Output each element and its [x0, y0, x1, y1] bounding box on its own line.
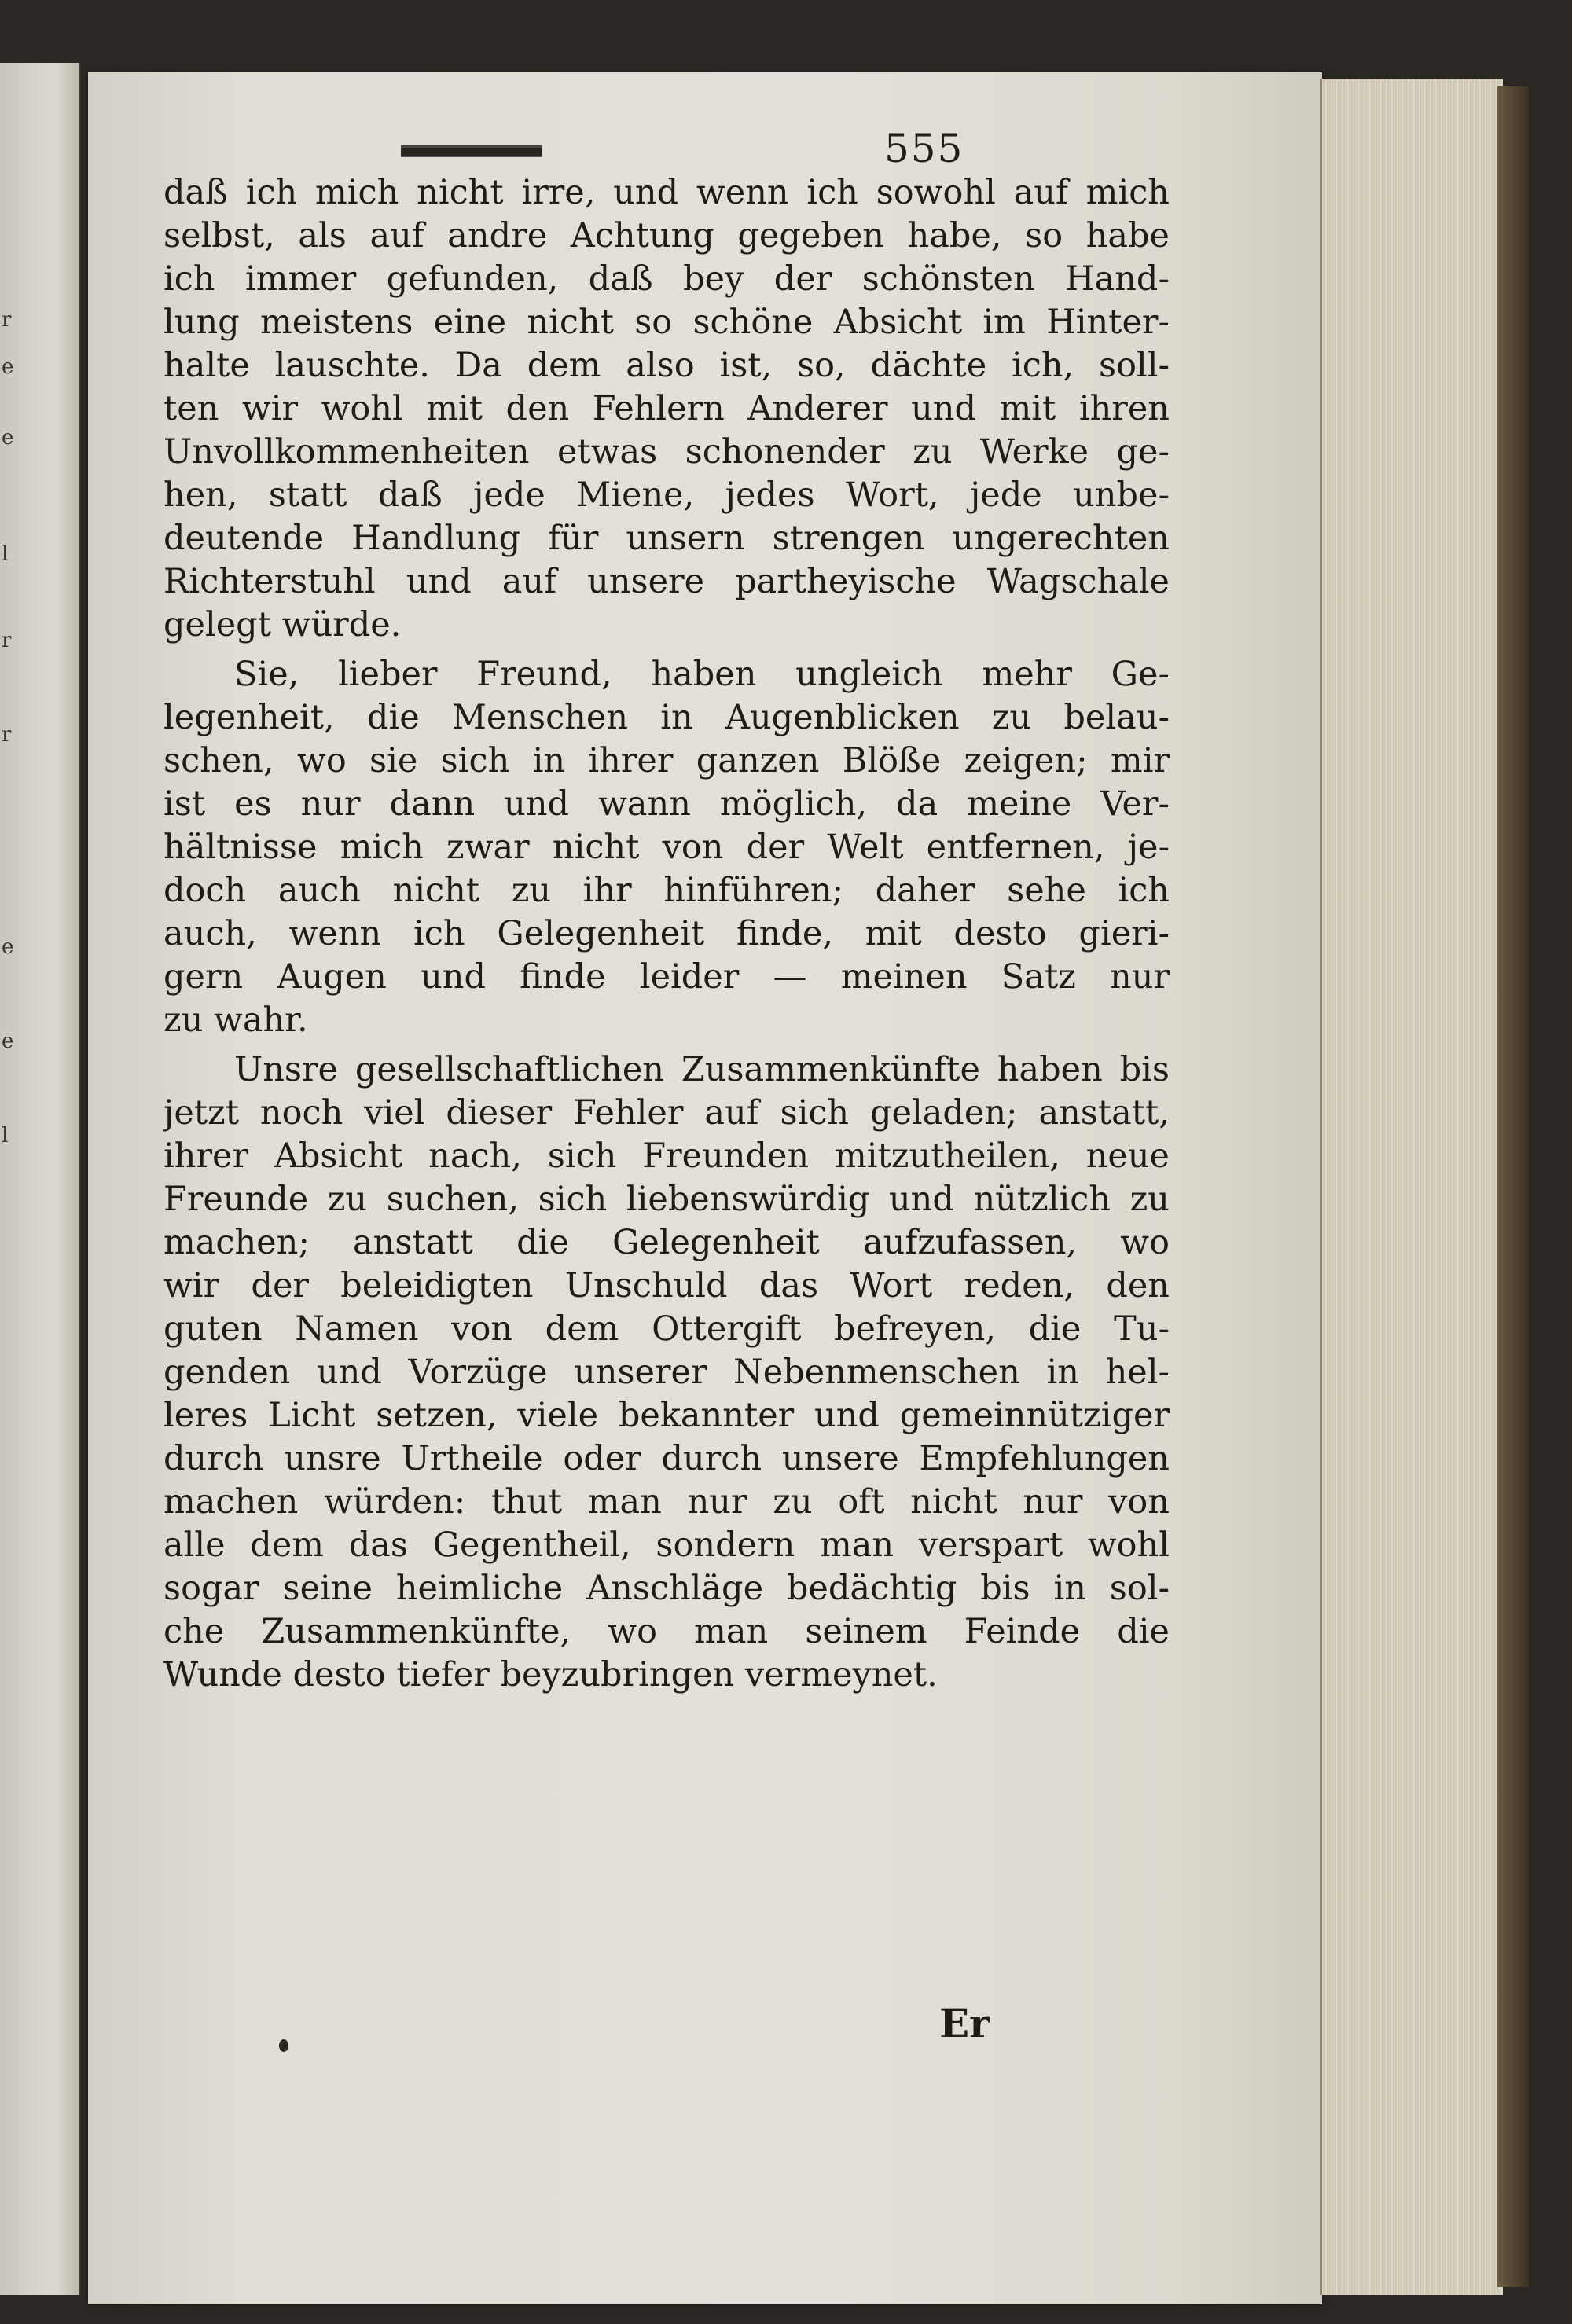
text-line: selbst, als auf andre Achtung gegeben habe, so habe: [163, 216, 1170, 255]
text-line: guten Namen von dem Ottergift befreyen, die Tu-: [163, 1309, 1170, 1349]
ink-spot: [279, 2039, 288, 2052]
text-line: legenheit, die Menschen in Augenblicken zu belau-: [163, 698, 1170, 737]
text-line: Unsre gesellschaftlichen Zusammenkünfte haben bis: [234, 1050, 1170, 1089]
page-number: 555: [884, 126, 964, 171]
text-line: sogar seine heimliche Anschläge bedächtig bis in sol-: [163, 1569, 1170, 1608]
edge-letter: e: [2, 935, 14, 959]
text-line: machen; anstatt die Gelegenheit aufzufassen, wo: [163, 1223, 1170, 1262]
text-line: durch unsre Urtheile oder durch unsere Empfehlungen: [163, 1439, 1170, 1478]
text-line: ten wir wohl mit den Fehlern Anderer und mit ihren: [163, 389, 1170, 428]
paragraph-3: [163, 1048, 1170, 1697]
page-block-edge: [1320, 79, 1503, 2295]
text-line: ist es nur dann und wann möglich, da meine Ver-: [163, 784, 1170, 824]
text-line: jetzt noch viel dieser Fehler auf sich geladen; anstatt,: [163, 1093, 1170, 1133]
text-line: zu wahr.: [163, 1000, 308, 1040]
text-line: lung meistens eine nicht so schöne Absicht im Hinter-: [163, 303, 1170, 342]
text-line: ich immer gefunden, daß bey der schönsten Hand-: [163, 259, 1170, 299]
catchword: Er: [939, 2000, 990, 2047]
edge-letter: r: [2, 629, 12, 652]
body-text: [163, 171, 1170, 1697]
text-line: gelegt würde.: [163, 605, 402, 644]
text-line: ihrer Absicht nach, sich Freunden mitzutheilen, neue: [163, 1136, 1170, 1176]
text-line: genden und Vorzüge unserer Nebenmenschen in hel-: [163, 1353, 1170, 1392]
text-line: deutende Handlung für unsern strengen ungerechten: [163, 519, 1170, 558]
paragraph-2: [163, 653, 1170, 1042]
text-line: leres Licht setzen, viele bekannter und gemeinnütziger: [163, 1396, 1170, 1435]
text-line: hen, statt daß jede Miene, jedes Wort, jede unbe-: [163, 475, 1170, 515]
paragraph-1: [163, 171, 1170, 647]
text-line: che Zusammenkünfte, wo man seinem Feinde die: [163, 1612, 1170, 1651]
edge-letter: e: [2, 426, 14, 450]
text-line: gern Augen und finde leider — meinen Satz nur: [163, 957, 1170, 997]
text-line: hältnisse mich zwar nicht von der Welt entfernen, je-: [163, 828, 1170, 867]
header-rule: [401, 145, 542, 157]
text-line: auch, wenn ich Gelegenheit finde, mit desto gieri-: [163, 914, 1170, 953]
edge-letter: e: [2, 355, 14, 379]
book-cover-edge: [1497, 86, 1529, 2287]
text-line: alle dem das Gegentheil, sondern man verspart wohl: [163, 1525, 1170, 1565]
text-line: schen, wo sie sich in ihrer ganzen Blöße zeigen; mir: [163, 741, 1170, 780]
text-line: wir der beleidigten Unschuld das Wort reden, den: [163, 1266, 1170, 1305]
edge-letter: l: [2, 542, 9, 566]
text-line: machen würden: thut man nur zu oft nicht nur von: [163, 1482, 1170, 1522]
text-line: Wunde desto tiefer beyzubringen vermeynet.: [163, 1655, 938, 1694]
facing-page-edge: [0, 63, 80, 2295]
edge-letter: r: [2, 308, 12, 332]
text-line: Freunde zu suchen, sich liebenswürdig und nützlich zu: [163, 1180, 1170, 1219]
text-line: halte lauschte. Da dem also ist, so, dächte ich, soll-: [163, 346, 1170, 385]
edge-letter: r: [2, 723, 12, 747]
text-line: daß ich mich nicht irre, und wenn ich sowohl auf mich: [163, 173, 1170, 212]
text-line: Sie, lieber Freund, haben ungleich mehr Ge-: [234, 655, 1170, 694]
edge-letter: l: [2, 1124, 9, 1147]
text-line: doch auch nicht zu ihr hinführen; daher sehe ich: [163, 871, 1170, 910]
text-line: Richterstuhl und auf unsere partheyische Wagschale: [163, 562, 1170, 601]
edge-letter: e: [2, 1030, 14, 1053]
text-line: Unvollkommenheiten etwas schonender zu Werke ge-: [163, 432, 1170, 472]
